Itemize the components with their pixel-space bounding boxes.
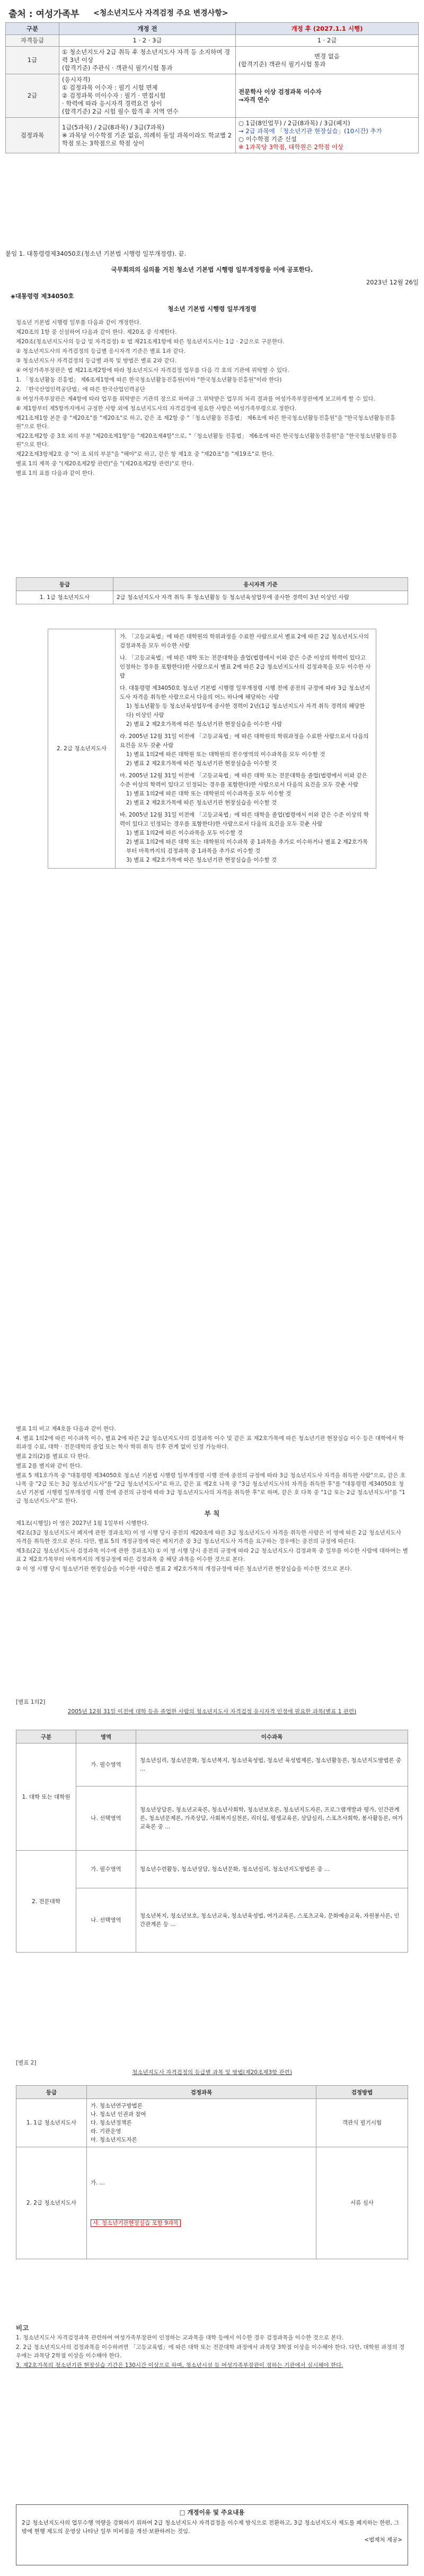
grade2-criteria-list (116, 629, 376, 869)
grade1-before (59, 47, 236, 74)
criteria-item: 1) 별표 1의2에 따른 대학 또는 대학원의 이수과목을 모두 이수할 것 (126, 791, 292, 797)
attachment-note: 붙임 1. 대통령령제34050호(청소년 기본법 시행령 일부개정령). 끝. (5, 250, 187, 257)
addendum-line: 제2조(3급 청소년지도사 폐지에 관한 경과조치) 이 영 시행 당시 종전의 제20조에 따른 3급 청소년지도사 자격을 취득한 사람은 이 영에 따른 2급 청소년지도사 자격을 취득한 것으로 본다. 다만, 별표 5의 개정규정에 따른 배치기준 중 3급 청소년지도사 자격을 요구하는 경우에는 종전의 규정에 따른다. (16, 1530, 401, 1545)
body-paragraph: 제22조제3항제2호 중 "이 조 외의 부분"을 "해야"로 하고, 같은 항 제1호 중 "제20조"를 "제19조"로 한다. (16, 451, 274, 457)
subjects-before-line: 1급(5과목) / 2급(8과목) / 3급(7과목) (62, 123, 165, 131)
table-row (16, 591, 408, 604)
highlighted-subject: 사. 청소년기관현장실습 포함 9과목 (91, 2219, 181, 2227)
criteria-item: 나. 「고등교육법」에 따른 대학 또는 전문대학을 졸업(법령에서 이와 같은 수준 이상의 학력이 있다고 인정하는 경우를 포함한다)한 사람으로서 별표 2에 따른 2급 청소년지도사의 검정과목을 모두 이수한 사람 (120, 655, 371, 679)
criteria-item: 바. 2005년 12월 31일 이전에 「고등교육법」에 따른 대학을 졸업(법령에서 이와 같은 수준 이상의 학력이 있다고 인정되는 경우를 포함한다)한 사람으로서 다음의 요건을 모두 갖춘 사람 (120, 812, 369, 827)
grade2-before (59, 74, 236, 118)
subjects-cell (87, 2147, 316, 2259)
body-paragraph: 제21조제1항 본문 중 "제20조"를 "제20조"로 하고, 같은 조 제2항 중 "「청소년활동 진흥법」 제6조에 따른 한국청소년활동진흥원"을 "한국청소년활동진흥원"으로 한다. (16, 415, 396, 430)
grade2-before-line: (응시자격) (62, 76, 91, 83)
body-paragraph: 2. 「한국산업인력공단법」에 따른 한국산업인력공단 (16, 386, 145, 393)
criteria-cell: 2급 청소년지도사 자격 취득 후 청소년활동 등 청소년육성업무에 종사한 경력이 3년 이상인 사람 (113, 591, 408, 604)
table-tag: [별표 1의2] (16, 1699, 46, 1705)
table-title: 청소년지도사 자격검정의 등급별 과목 및 방법(제20조제3항 관련) (132, 2069, 292, 2076)
subject-item: 가. 청소년연구방법론 (91, 2103, 143, 2109)
subjects-cell: 청소년복지, 청소년보호, 청소년교육, 청소년육성법, 여가교육론, 스포츠교육, 문화예술교육, 자원봉사론, 인간관계론 등 ... (136, 1888, 408, 1953)
body-paragraph: 제20조(청소년지도사의 등급 및 자격검정) ① 법 제21조제1항에 따른 청소년지도사는 1급 · 2급으로 구분한다. (16, 339, 285, 345)
table-row (16, 2147, 408, 2259)
table-row (16, 2099, 408, 2147)
table2 (16, 2085, 408, 2259)
method-cell: 객관식 필기시험 (316, 2099, 408, 2147)
table1-2 (16, 1730, 408, 1953)
subject-item: 라. 기관운영 (91, 2128, 121, 2135)
amendment-reason-box (16, 2504, 408, 2565)
subject-item: 나. 청소년 인권과 참여 (91, 2111, 146, 2118)
grade2-before-line: ① 검정과목 이수자 : 필기 시험 면제 (62, 84, 158, 91)
col-header-before: 개정 전 (59, 23, 236, 35)
grades-before: 1 · 2 · 3급 (59, 35, 236, 47)
grade1-after (236, 47, 419, 74)
grade2-before-line: (합격기준) 2급 시험 필수 합격 후 지역 연수 (62, 108, 179, 115)
body-paragraph: 별표 1의 제목 중 "(제20조제2항 관련)"을 "(제20조제2항 관련)"로 한다. (16, 461, 194, 467)
body-paragraph: ② 청소년지도사의 자격검정의 등급별 응시자격 기준은 별표 1과 같다. (16, 348, 186, 354)
decree-title: 청소년 기본법 시행령 일부개정령 (167, 305, 257, 313)
post-note: 4. 별표 1의2에 따른 이수과목 이수, 별표 2에 따른 2급 청소년지도사의 검정과목 이수 및 같은 표 제2호가목에 따른 청소년기관 현장실습 이수 등은 대학에서 학위과정 수료, 대학 · 전문대학의 졸업 또는 학사 학위 취득 전후 관계 없이 인정 가능하다. (16, 1435, 404, 1450)
grade-cell: 1. 1급 청소년지도사 (16, 591, 113, 604)
criteria-item: 2) 별표 2 제2호가목에 따른 청소년기관 현장실습을 이수할 것 (126, 760, 277, 767)
subjects-after-line: ※ 1과목당 3학점, 대학원은 2학점 이상 (238, 143, 343, 151)
criteria-item: 1) 청소년활동 등 청소년육성업무에 종사한 경력이 2년(1급 청소년지도사 자격 취득 경력의 해당한다) 이상인 사람 (126, 703, 365, 718)
grade-criteria-table (16, 577, 408, 604)
table2-heading (16, 2059, 408, 2078)
area-cell: 가. 필수영역 (76, 1744, 136, 1786)
subjects-after-line: → 2급 과목에 「청소년기관 현장실습」(10시간) 추가 (238, 127, 382, 135)
post-note: 별표 2의(2)를 별표로 다 한다. (16, 1453, 90, 1460)
addendum-title: 부 칙 (204, 1510, 220, 1517)
body-paragraph: 청소년 기본법 시행령 일부를 다음과 같이 개정한다. (16, 319, 142, 326)
remark-line: 1. 청소년지도사 자격검정과목 관련하여 여성가족부장관이 인정하는 교과목을 대학 등에서 이수한 경우 검정과목을 이수한 것으로 본다. (16, 2335, 343, 2341)
subjects-before (59, 118, 236, 153)
promulgation-text: 국무회의의 심의를 거친 청소년 기본법 시행령 일부개정령을 이에 공포한다. (111, 266, 313, 273)
subjects-after-line: ○ 1급(8인업무) / 2급(8과목) / 3급(폐지) (238, 119, 350, 127)
criteria-item: 2) 별표 1의2에 따른 대학 또는 대학원의 이수과목 중 1과목을 추가로 이수하거나 별표 2 제2호가목부터 마목까지의 검정과목 중 1과목을 추가로 이수할 것 (126, 839, 368, 854)
remark-line: 3. 제2호가목의 청소년기관 현장실습 기간은 130시간 이상으로 하며, 청소년시설 등 여성가족부장관이 정하는 기관에서 실시해야 한다. (16, 2362, 343, 2369)
guide-text: 2급 청소년지도사의 업무수행 역량을 강화하기 위하여 2급 청소년지도사 자격검정을 이수제 방식으로 전환하고, 3급 청소년지도사 제도를 폐지하는 한편, 그 밖에 현행 제도의 운영상 나타난 일부 미비점을 개선·보완하려는 것임. (22, 2520, 400, 2535)
body-paragraph: ④ 여성가족부장관은 법 제21조제2항에 따라 청소년지도사 자격검정 업무를 다음 각 호의 기관에 위탁할 수 있다. (16, 367, 289, 374)
criteria-col-header: 응시자격 기준 (113, 578, 408, 591)
remark-line: 2. 2급 청소년지도사의 검정과목을 이수하려면 「고등교육법」에 따른 대학 또는 전문대학 과정에서 과목당 3학점 이상을 이수해야 한다. 다만, 대학원 과정의 경우에는 과목당 2학점 이상을 이수해야 한다. (16, 2344, 405, 2359)
grade2-criteria-table (48, 629, 376, 869)
subject-item: 가. ... (91, 2180, 105, 2186)
source-label: 출처 : 여성가족부 (8, 9, 80, 20)
row-label-grade1: 1급 (6, 47, 59, 74)
subjects-before-line: ※ 과목당 이수학점 기준 없음, 의례히 동일 과목이라도 학교별 2 학점 또는 3학점으로 학점 상이 (62, 131, 232, 147)
col-header: 구분 (16, 1730, 76, 1744)
grades-after: 1 · 2급 (236, 35, 419, 47)
guide-title: □ 개정이유 및 주요내용 (179, 2509, 245, 2516)
body-paragraph: 제20조의 1항 중 신설하여 다음과 같이 한다. 제20조 중 삭제한다. (16, 329, 177, 335)
criteria-item: 가. 「고등교육법」에 따른 대학원의 학위과정을 수료한 사람으로서 별표 2에 따른 2급 청소년지도사의 검정과목을 모두 이수한 사람 (120, 634, 369, 649)
group-cell: 2. 전문대학 (16, 1851, 76, 1953)
grade-cell: 2. 2급 청소년지도사 (16, 2147, 87, 2259)
table1-2-heading (16, 1698, 408, 1717)
criteria-item: 라. 2005년 12월 31일 이전에 「고등교육법」에 따른 대학원의 학위과정을 수료한 사람으로서 다음의 요건을 모두 갖춘 사람 (120, 733, 369, 749)
col-header: 검정방법 (316, 2086, 408, 2099)
grade2-before-line: ② 검정과목 미이수자 : 필기 · 면접시험 (62, 92, 166, 99)
col-header-after: 개정 후 (2027.1.1 시행) (236, 23, 419, 35)
addendum-line: 제1조(시행일) 이 영은 2027년 1월 1일부터 시행한다. (16, 1520, 149, 1526)
subjects-cell: 청소년수련활동, 청소년상담, 청소년문화, 청소년심리, 청소년지도방법론 중 ... (136, 1851, 408, 1888)
row-label-subjects: 검정과목 (6, 118, 59, 153)
subjects-after-line: ○ 이수학점 기준 신설 (238, 135, 297, 143)
area-cell: 나. 선택영역 (76, 1888, 136, 1953)
guide-footer: <법제처 제공> (364, 2537, 402, 2543)
addendum-line: ② 이 영 시행 당시 청소년기관 현장실습을 이수한 사람은 별표 2 제2호가목의 개정규정에 따른 청소년기관 현장실습을 이수한 것으로 본다. (16, 1566, 352, 1572)
post-note: 별표 5 제1호가목 중 "대통령령 제34050호 청소년 기본법 시행령 일부개정령 시행 전에 종전의 규정에 따라 3급 청소년지도사 자격을 취득한 사람"으로, 같은 호 나목 중 "2급 또는 3급 청소년지도사"를 "2급 청소년지도사"로 하고, 같은 표 제2호 나목 중 "3급 청소년지도사의 자격을 취득한 후"를 "대통령령 제34050호 청소년 기본법 시행령 일부개정령 시행 전에 종전의 규정에 따라 3급 청소년지도사의 자격을 취득한 후"로 하며, 같은 호 다목 중 "1급 또는 2급 청소년지도사"를 "1급 청소년지도사"로 한다. (16, 1472, 405, 1504)
header (8, 6, 416, 20)
area-cell: 나. 선택영역 (76, 1786, 136, 1851)
body-paragraph: ⑥ 제1항부터 제5항까지에서 규정한 사항 외에 청소년지도사의 자격검정에 필요한 사항은 여성가족부령으로 정한다. (16, 405, 297, 412)
grade2-before-line: · 학력에 따라 응시자격 경력요건 상이 (62, 100, 162, 107)
body-paragraph: 별표 1의 표를 다음과 같이 한다. (16, 470, 95, 476)
col-header: 영역 (76, 1730, 136, 1744)
table-title: 2005년 12월 31일 이전에 대학 등을 졸업한 사람의 청소년지도사 자격검정 응시자격 인정에 필요한 과목(별표 1 관련) (67, 1708, 357, 1715)
grade2-after-line: 전문학사 이상 검정과목 이수자 (238, 88, 322, 96)
criteria-item: 1) 별표 1의2에 따른 대학원 또는 대학원의 전수영역의 이수과목을 모두 이수할 것 (126, 751, 325, 758)
criteria-item: 마. 2005년 12월 31일 이전에 「고등교육법」에 따른 대학 또는 전문대학을 졸업(법령에서 이와 같은 수준 이상의 학력이 있다고 인정되는 경우를 포함한다)한 사람으로서 다음의 요건을 모두 갖춘 사람 (120, 773, 367, 788)
row-label-grades: 자격등급 (6, 35, 59, 47)
area-cell: 가. 필수영역 (76, 1851, 136, 1888)
criteria-item: 다. 대통령령 제34050호 청소년 기본법 시행령 일부개정령 시행 전에 종전의 규정에 따라 3급 청소년지도사 자격을 취득한 사람으로서 다음의 어느 하나에 해당하는 사람 (120, 685, 370, 700)
addendum-line: 제3조(2급 청소년지도사 검정과목 이수에 관한 경과조치) ① 이 영 시행 당시 종전의 규정에 따라 2급 청소년지도사 검정과목 중 일부를 이수한 사람에 대하여는 별표 2 제2호가목부터 마목까지의 개정규정에 따른 검정과목 중 해당 과목을 이수한 것으로 본다. (16, 1548, 408, 1563)
group-cell: 1. 대학 또는 대학원 (16, 1744, 76, 1851)
criteria-item: 3) 별표 2 제2호가목에 따른 청소년기관 현장실습을 이수할 것 (126, 857, 277, 863)
row-label-grade2: 2급 (6, 74, 59, 118)
grade-col-header: 등급 (16, 578, 113, 591)
subjects-after (236, 118, 419, 153)
decree-body (16, 318, 408, 479)
grade-cell: 1. 1급 청소년지도사 (16, 2099, 87, 2147)
grade2-after (236, 74, 419, 118)
col-header-category: 구분 (6, 23, 59, 35)
body-paragraph: ⑤ 여성가족부장관은 제4항에 따라 업무를 위탁받은 기관의 장으로 하여금 그 위탁받은 업무의 처리 결과를 여성가족부장관에게 보고하게 할 수 있다. (16, 396, 375, 402)
criteria-item: 2) 별표 2 제2호가목에 따른 청소년기관 현장실습을 이수할 것 (126, 800, 277, 806)
post-notes (16, 1425, 408, 1574)
post-note: 별표 1의 비고 제4호를 다음과 같이 한다. (16, 1426, 116, 1432)
promulgation-date: 2023년 12월 26일 (366, 279, 419, 286)
remarks-title: 비고 (16, 2324, 29, 2332)
subjects-cell (87, 2099, 316, 2147)
col-header: 검정과목 (87, 2086, 316, 2099)
grade1-before-line: (합격기준) 주관식 · 객관식 필기시험 통과 (62, 64, 173, 72)
grade2-label: 2. 2급 청소년지도사 (48, 629, 116, 869)
decree-number: ◈대통령령 제34050호 (11, 292, 74, 300)
subjects-cell: 청소년심리, 청소년문화, 청소년복지, 청소년육성법, 청소년 육성법제론, 청소년활동론, 청소년지도방법론 중 ... (136, 1744, 408, 1786)
grade1-after-line: (합격기준) 객관식 필기시험 통과 (238, 60, 326, 68)
body-paragraph: 1. 「청소년활동 진흥법」 제6조제1항에 따른 한국청소년활동진흥원(이하 "한국청소년활동진흥원"이라 한다) (16, 377, 282, 383)
comparison-table (5, 22, 419, 153)
col-header: 등급 (16, 2086, 87, 2099)
criteria-item: 1) 별표 1의2에 따른 이수과목을 모두 이수할 것 (126, 830, 243, 836)
grade1-after-line: 변경 없음 (314, 52, 340, 60)
grade1-before-line: ① 청소년지도사 2급 취득 후 청소년지도사 자격 등 소지하며 경력 3년 이상 (62, 48, 231, 64)
body-paragraph: 제22조제2항 중 3호 외의 부분 "제20조제1항"을 "제20조제4항"으로, "「청소년활동 진흥법」 제6조에 따른 한국청소년활동진흥원"을 "한국청소년활동진흥원"으로 한다. (16, 433, 398, 448)
document-title: <청소년지도사 자격검정 주요 변경사항> (93, 9, 228, 18)
method-cell: 서류 심사 (316, 2147, 408, 2259)
table-tag: [별표 2] (16, 2060, 37, 2066)
grade2-after-line: →자격 연수 (238, 96, 270, 103)
criteria-item: 2) 별표 2 제2호가목에 따른 청소년기관 현장실습을 이수한 사람 (126, 721, 282, 727)
col-header: 이수과목 (136, 1730, 408, 1744)
post-note: 별표 2를 별지와 같이 한다. (16, 1463, 82, 1469)
subjects-cell: 청소년상담론, 청소년교육론, 청소년사회학, 청소년보호론, 청소년지도자론, 프로그램개발과 평가, 인간관계론, 청소년문제론, 가족상담, 사회복지실천론, 리더십, 평생교육론, 상담심리, 스포츠사회학, 봉사활동론, 여가교육론 중 ... (136, 1786, 408, 1851)
table-row (16, 1851, 408, 1888)
subject-item: 다. 청소년정책론 (91, 2120, 132, 2126)
remarks (16, 2324, 408, 2371)
body-paragraph: ③ 청소년지도사 자격검정의 등급별 과목 및 방법은 별표 2와 같다. (16, 358, 177, 364)
subject-item: 마. 청소년지도자론 (91, 2137, 137, 2143)
table-row (16, 1744, 408, 1786)
